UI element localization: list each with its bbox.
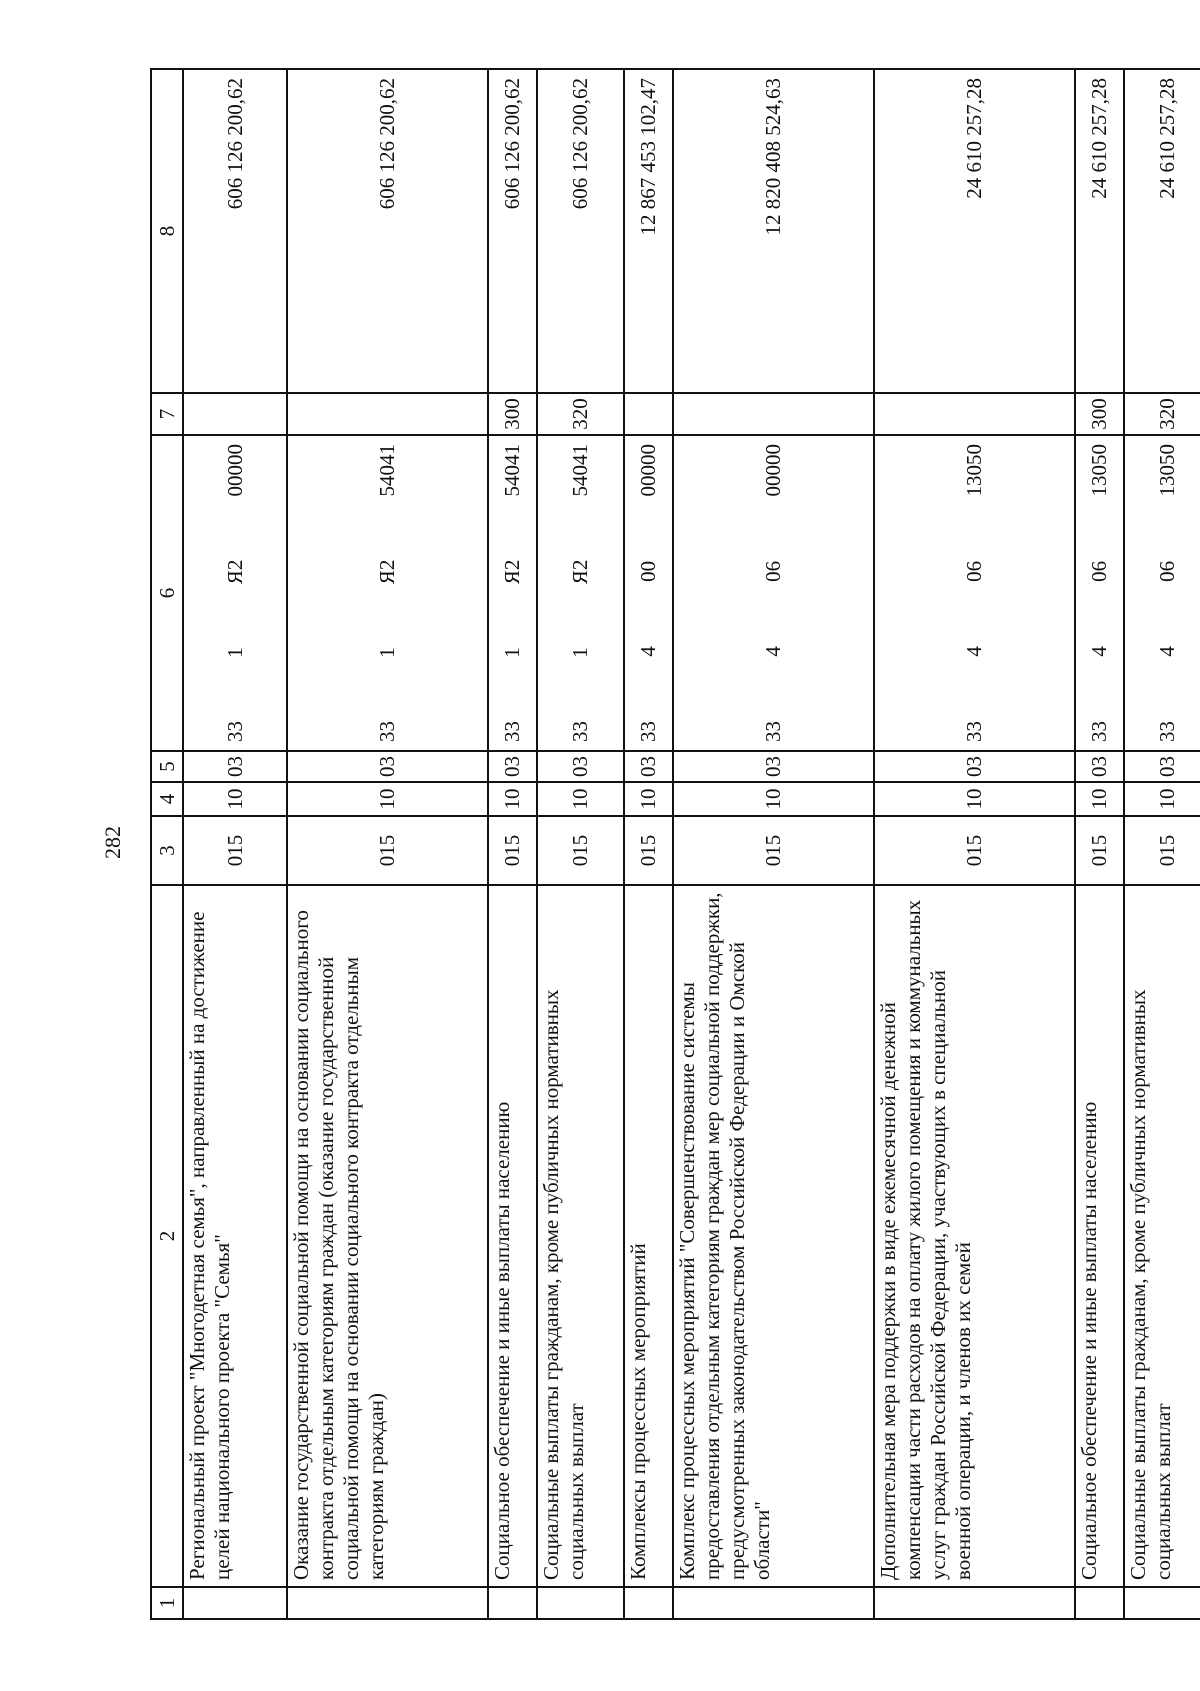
section-code: 10: [1075, 782, 1124, 816]
target-article-code: [537, 435, 624, 751]
direction-code: 54041: [499, 444, 524, 497]
subsection-code: 03: [1075, 751, 1124, 782]
subsection-code: 03: [874, 751, 1075, 782]
table-row: [673, 69, 874, 1619]
header-col-8: 8: [151, 69, 183, 393]
amount: 12 820 408 524,63: [673, 69, 874, 393]
row-name: Комплекс процессных мероприятий "Совершенствование системы предоставления отдельным категориям граждан мер социальной поддержки, предусмотренных законодательством Российской Федерации и Омской области": [673, 885, 874, 1587]
target-article-code: [287, 435, 488, 751]
rotated-table-container: [150, 70, 1200, 1620]
direction-code: 13050: [1154, 444, 1179, 497]
header-col-7: 7: [151, 393, 183, 435]
program-code: 33: [1086, 721, 1111, 742]
subsection-code: 03: [624, 751, 673, 782]
expense-type-code: 320: [537, 393, 624, 435]
structure-code: 4: [760, 646, 785, 657]
row-name: Комплексы процессных мероприятий: [624, 885, 673, 1587]
table-row: [488, 69, 537, 1619]
row-name: Социальные выплаты гражданам, кроме публичных нормативных социальных выплат: [1124, 885, 1200, 1587]
expense-type-code: 300: [488, 393, 537, 435]
direction-code: 00000: [222, 444, 247, 497]
row-number-cell: [874, 1587, 1075, 1619]
table-row: [624, 69, 673, 1619]
project-code: Я2: [375, 559, 400, 585]
row-number-cell: [488, 1587, 537, 1619]
row-number-cell: [1124, 1587, 1200, 1619]
direction-code: 54041: [375, 444, 400, 497]
direction-code: 00000: [635, 444, 660, 497]
structure-code: 4: [635, 646, 660, 657]
target-article-code: [673, 435, 874, 751]
table-row: [287, 69, 488, 1619]
program-code: 33: [635, 721, 660, 742]
expense-type-code: [874, 393, 1075, 435]
direction-code: 13050: [961, 444, 986, 497]
row-number-cell: [1075, 1587, 1124, 1619]
structure-code: 1: [222, 647, 247, 658]
expense-type-code: 300: [1075, 393, 1124, 435]
section-code: 10: [488, 782, 537, 816]
target-article-code: [1124, 435, 1200, 751]
section-code: 10: [1124, 782, 1200, 816]
expense-type-code: 320: [1124, 393, 1200, 435]
header-col-1: 1: [151, 1587, 183, 1619]
subsection-code: 03: [183, 751, 287, 782]
section-code: 10: [673, 782, 874, 816]
section-code: 10: [287, 782, 488, 816]
subsection-code: 03: [537, 751, 624, 782]
project-code: 06: [1086, 560, 1111, 582]
expense-type-code: [287, 393, 488, 435]
header-col-4: 4: [151, 782, 183, 816]
expense-type-code: [673, 393, 874, 435]
structure-code: 4: [1086, 646, 1111, 657]
project-code: 06: [961, 560, 986, 582]
section-code: 10: [183, 782, 287, 816]
ministry-code: 015: [183, 816, 287, 885]
program-code: 33: [961, 721, 986, 742]
row-name: Оказание государственной социальной помощи на основании социального контракта отдельным категориям граждан (оказание государственной социальной помощи на основании социального контракта отдельным категориям граждан): [287, 885, 488, 1587]
program-code: 33: [222, 721, 247, 742]
table-row: [537, 69, 624, 1619]
subsection-code: 03: [1124, 751, 1200, 782]
amount: 24 610 257,28: [1124, 69, 1200, 393]
row-name: Социальные выплаты гражданам, кроме публичных нормативных социальных выплат: [537, 885, 624, 1587]
row-name: Социальное обеспечение и иные выплаты населению: [488, 885, 537, 1587]
row-number-cell: [287, 1587, 488, 1619]
project-code: Я2: [567, 559, 592, 585]
target-article-code: [183, 435, 287, 751]
ministry-code: 015: [673, 816, 874, 885]
table-row: [874, 69, 1075, 1619]
section-code: 10: [624, 782, 673, 816]
header-col-5: 5: [151, 751, 183, 782]
program-code: 33: [1154, 721, 1179, 742]
row-number-cell: [673, 1587, 874, 1619]
table-row: [183, 69, 287, 1619]
direction-code: 00000: [760, 444, 785, 497]
budget-table: [150, 68, 1200, 1620]
structure-code: 1: [567, 647, 592, 658]
project-code: 06: [760, 560, 785, 582]
row-number-cell: [624, 1587, 673, 1619]
ministry-code: 015: [1075, 816, 1124, 885]
header-row: [151, 69, 183, 1619]
ministry-code: 015: [624, 816, 673, 885]
subsection-code: 03: [488, 751, 537, 782]
target-article-code: [1075, 435, 1124, 751]
header-col-2: 2: [151, 885, 183, 1587]
amount: 606 126 200,62: [537, 69, 624, 393]
row-name: Дополнительная мера поддержки в виде ежемесячной денежной компенсации части расходов на оплату жилого помещения и коммунальных услуг граждан Российской Федерации, участвующих в специальной военной операции, и членов их семей: [874, 885, 1075, 1587]
project-code: Я2: [222, 559, 247, 585]
section-code: 10: [874, 782, 1075, 816]
direction-code: 13050: [1086, 444, 1111, 497]
amount: 24 610 257,28: [1075, 69, 1124, 393]
amount: 12 867 453 102,47: [624, 69, 673, 393]
structure-code: 1: [499, 647, 524, 658]
expense-type-code: [183, 393, 287, 435]
amount: 606 126 200,62: [488, 69, 537, 393]
amount: 606 126 200,62: [287, 69, 488, 393]
amount: 24 610 257,28: [874, 69, 1075, 393]
subsection-code: 03: [287, 751, 488, 782]
table-row: [1124, 69, 1200, 1619]
structure-code: 1: [375, 647, 400, 658]
table-row: [1075, 69, 1124, 1619]
row-name: Социальное обеспечение и иные выплаты населению: [1075, 885, 1124, 1587]
target-article-code: [488, 435, 537, 751]
header-col-3: 3: [151, 816, 183, 885]
section-code: 10: [537, 782, 624, 816]
program-code: 33: [375, 721, 400, 742]
target-article-code: [624, 435, 673, 751]
project-code: Я2: [499, 559, 524, 585]
ministry-code: 015: [287, 816, 488, 885]
ministry-code: 015: [874, 816, 1075, 885]
direction-code: 54041: [567, 444, 592, 497]
program-code: 33: [499, 721, 524, 742]
row-number-cell: [537, 1587, 624, 1619]
program-code: 33: [760, 721, 785, 742]
subsection-code: 03: [673, 751, 874, 782]
ministry-code: 015: [537, 816, 624, 885]
ministry-code: 015: [1124, 816, 1200, 885]
expense-type-code: [624, 393, 673, 435]
structure-code: 4: [1154, 646, 1179, 657]
project-code: 06: [1154, 560, 1179, 582]
ministry-code: 015: [488, 816, 537, 885]
amount: 606 126 200,62: [183, 69, 287, 393]
program-code: 33: [567, 721, 592, 742]
structure-code: 4: [961, 646, 986, 657]
header-col-6: 6: [151, 435, 183, 751]
target-article-code: [874, 435, 1075, 751]
project-code: 00: [635, 560, 660, 582]
row-number-cell: [183, 1587, 287, 1619]
row-name: Региональный проект "Многодетная семья", направленный на достижение целей национального проекта "Семья": [183, 885, 287, 1587]
page-number: 282: [100, 826, 125, 859]
